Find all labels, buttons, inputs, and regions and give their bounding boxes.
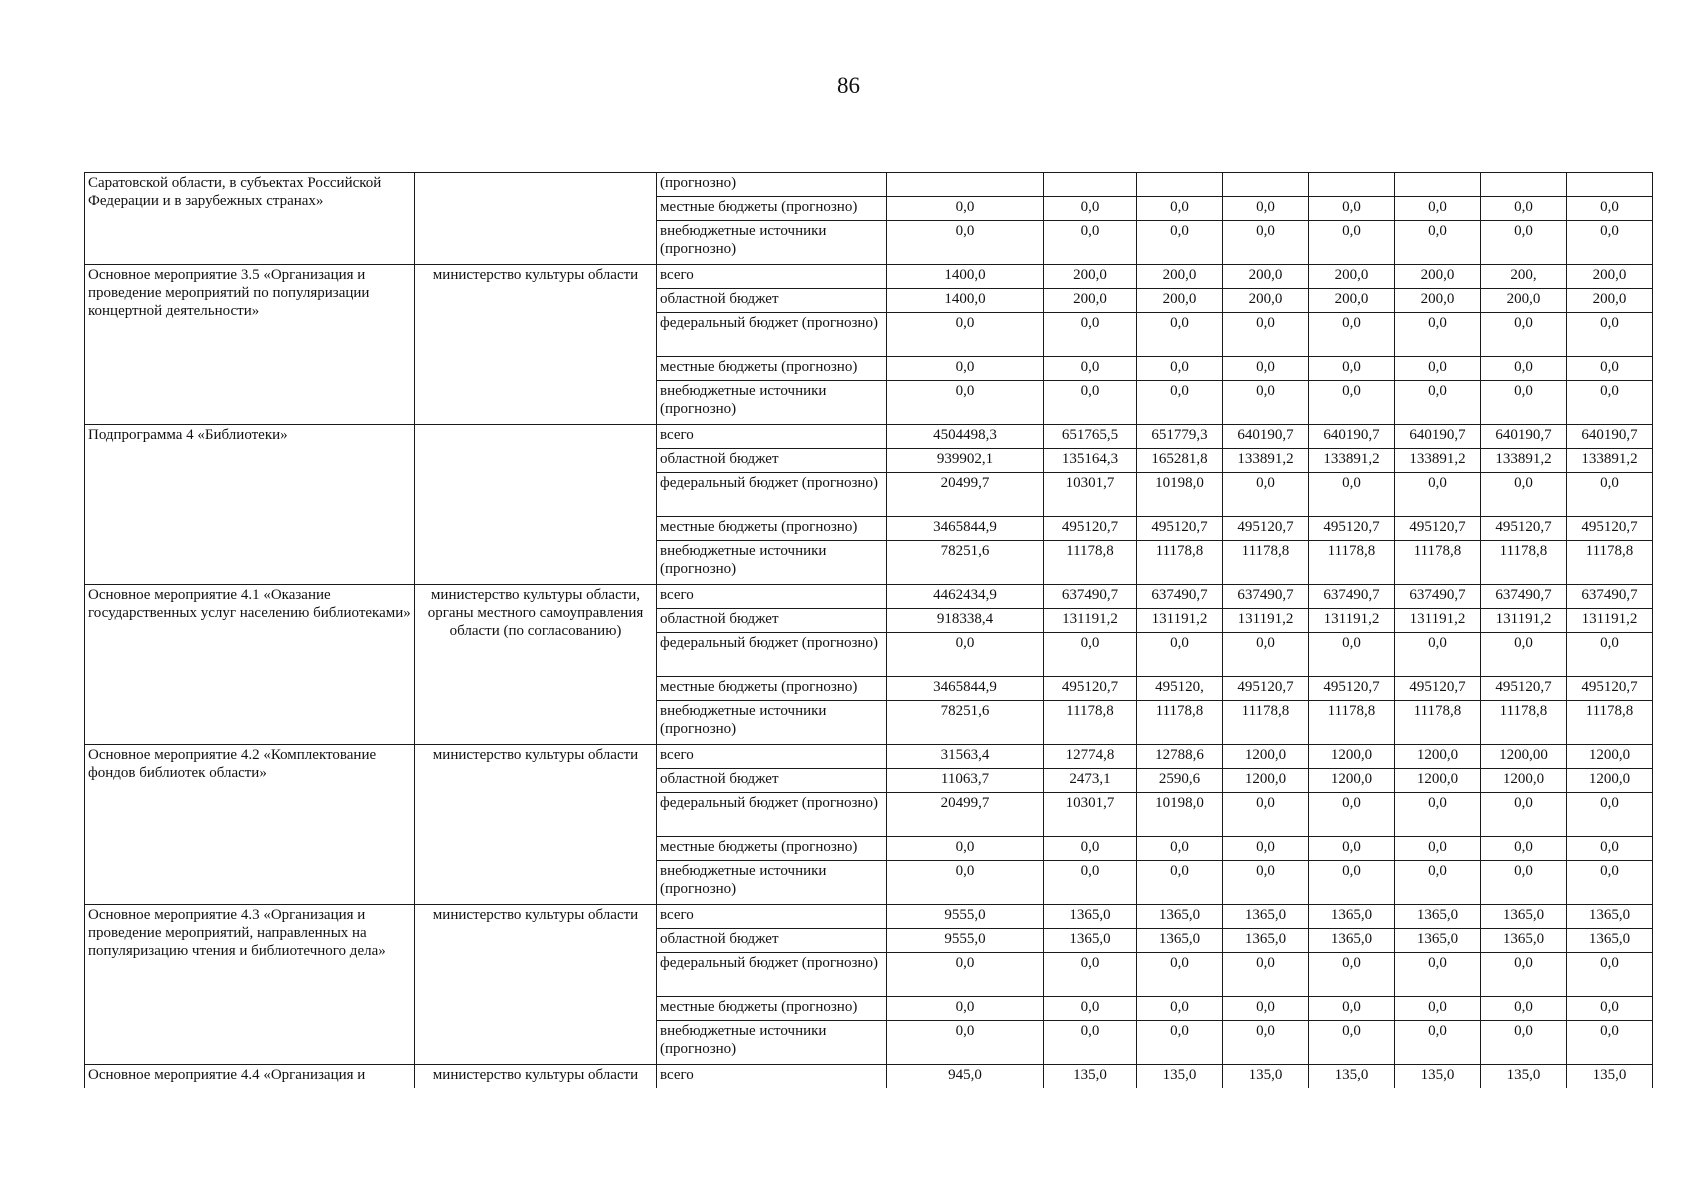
amount-cell: 0,0 [1567, 1021, 1653, 1065]
amount-cell [1223, 173, 1309, 197]
amount-cell: 200,0 [1137, 265, 1223, 289]
funding-source-cell: всего [657, 585, 887, 609]
amount-cell: 200, [1481, 265, 1567, 289]
amount-cell: 0,0 [887, 837, 1044, 861]
amount-cell: 10301,7 [1044, 793, 1137, 837]
amount-cell: 12788,6 [1137, 745, 1223, 769]
amount-cell: 651765,5 [1044, 425, 1137, 449]
amount-cell: 0,0 [1567, 837, 1653, 861]
amount-cell: 0,0 [1044, 313, 1137, 357]
amount-cell: 11178,8 [1309, 541, 1395, 585]
amount-cell: 1400,0 [887, 289, 1044, 313]
amount-cell: 1365,0 [1309, 929, 1395, 953]
amount-cell: 0,0 [1223, 197, 1309, 221]
amount-cell: 133891,2 [1567, 449, 1653, 473]
amount-cell: 637490,7 [1137, 585, 1223, 609]
amount-cell: 11178,8 [1395, 541, 1481, 585]
amount-cell: 0,0 [887, 1021, 1044, 1065]
amount-cell: 495120,7 [1044, 517, 1137, 541]
amount-cell: 0,0 [887, 221, 1044, 265]
amount-cell: 0,0 [1044, 633, 1137, 677]
amount-cell: 0,0 [1395, 357, 1481, 381]
amount-cell: 1200,00 [1481, 745, 1567, 769]
amount-cell: 10198,0 [1137, 473, 1223, 517]
amount-cell: 637490,7 [1481, 585, 1567, 609]
executor-cell: министерство культуры области [415, 265, 657, 425]
amount-cell: 0,0 [1395, 953, 1481, 997]
amount-cell: 0,0 [887, 997, 1044, 1021]
amount-cell: 135,0 [1309, 1065, 1395, 1089]
amount-cell: 20499,7 [887, 793, 1044, 837]
amount-cell [1309, 173, 1395, 197]
amount-cell: 9555,0 [887, 905, 1044, 929]
amount-cell: 0,0 [1395, 1021, 1481, 1065]
funding-source-cell: всего [657, 745, 887, 769]
amount-cell: 0,0 [887, 197, 1044, 221]
funding-source-cell: местные бюджеты (прогнозно) [657, 997, 887, 1021]
amount-cell: 1365,0 [1395, 929, 1481, 953]
amount-cell: 0,0 [1223, 357, 1309, 381]
amount-cell: 1200,0 [1481, 769, 1567, 793]
amount-cell: 651779,3 [1137, 425, 1223, 449]
amount-cell: 11063,7 [887, 769, 1044, 793]
amount-cell: 0,0 [887, 953, 1044, 997]
amount-cell: 0,0 [1395, 473, 1481, 517]
amount-cell: 0,0 [1137, 837, 1223, 861]
amount-cell: 11178,8 [1223, 701, 1309, 745]
funding-source-cell: внебюджетные источники (прогнозно) [657, 541, 887, 585]
amount-cell: 131191,2 [1223, 609, 1309, 633]
amount-cell: 945,0 [887, 1065, 1044, 1089]
table-row [85, 1065, 1653, 1089]
amount-cell: 200,0 [1567, 289, 1653, 313]
amount-cell: 495120,7 [1137, 517, 1223, 541]
amount-cell: 200,0 [1223, 265, 1309, 289]
amount-cell: 0,0 [1044, 1021, 1137, 1065]
amount-cell: 0,0 [1481, 197, 1567, 221]
amount-cell: 0,0 [1481, 837, 1567, 861]
amount-cell: 0,0 [1309, 997, 1395, 1021]
amount-cell: 637490,7 [1309, 585, 1395, 609]
amount-cell: 0,0 [1567, 953, 1653, 997]
amount-cell: 0,0 [1309, 473, 1395, 517]
amount-cell: 0,0 [1044, 381, 1137, 425]
table-row [85, 905, 1653, 929]
amount-cell: 0,0 [1223, 861, 1309, 905]
amount-cell: 1200,0 [1395, 745, 1481, 769]
amount-cell: 1365,0 [1309, 905, 1395, 929]
amount-cell: 0,0 [1481, 473, 1567, 517]
amount-cell: 0,0 [1223, 997, 1309, 1021]
amount-cell: 131191,2 [1309, 609, 1395, 633]
funding-source-cell: областной бюджет [657, 769, 887, 793]
funding-source-cell: всего [657, 265, 887, 289]
amount-cell: 0,0 [1309, 953, 1395, 997]
amount-cell: 11178,8 [1223, 541, 1309, 585]
amount-cell: 1365,0 [1044, 905, 1137, 929]
amount-cell: 1365,0 [1481, 905, 1567, 929]
amount-cell: 131191,2 [1395, 609, 1481, 633]
amount-cell: 200,0 [1044, 265, 1137, 289]
amount-cell: 939902,1 [887, 449, 1044, 473]
amount-cell: 637490,7 [1567, 585, 1653, 609]
amount-cell: 0,0 [1567, 861, 1653, 905]
amount-cell: 133891,2 [1223, 449, 1309, 473]
funding-source-cell: всего [657, 1065, 887, 1089]
amount-cell: 495120,7 [1481, 677, 1567, 701]
amount-cell: 0,0 [1044, 861, 1137, 905]
amount-cell: 200,0 [1395, 265, 1481, 289]
executor-cell: министерство культуры области [415, 1065, 657, 1089]
amount-cell: 11178,8 [1137, 541, 1223, 585]
amount-cell: 135,0 [1223, 1065, 1309, 1089]
amount-cell: 0,0 [1309, 1021, 1395, 1065]
amount-cell: 1365,0 [1044, 929, 1137, 953]
amount-cell [1481, 173, 1567, 197]
amount-cell: 495120,7 [1395, 677, 1481, 701]
funding-source-cell: областной бюджет [657, 449, 887, 473]
amount-cell: 0,0 [1481, 381, 1567, 425]
amount-cell: 0,0 [1481, 1021, 1567, 1065]
amount-cell: 637490,7 [1044, 585, 1137, 609]
amount-cell: 10198,0 [1137, 793, 1223, 837]
amount-cell: 0,0 [1567, 381, 1653, 425]
amount-cell: 0,0 [1044, 357, 1137, 381]
amount-cell: 1365,0 [1481, 929, 1567, 953]
amount-cell: 640190,7 [1309, 425, 1395, 449]
amount-cell: 78251,6 [887, 541, 1044, 585]
amount-cell: 0,0 [1309, 313, 1395, 357]
funding-source-cell: областной бюджет [657, 289, 887, 313]
amount-cell: 11178,8 [1567, 701, 1653, 745]
amount-cell: 0,0 [1395, 633, 1481, 677]
amount-cell: 1365,0 [1567, 929, 1653, 953]
amount-cell: 200,0 [1137, 289, 1223, 313]
funding-source-cell: внебюджетные источники (прогнозно) [657, 1021, 887, 1065]
budget-table [84, 172, 1653, 1088]
amount-cell: 495120, [1137, 677, 1223, 701]
amount-cell: 0,0 [887, 381, 1044, 425]
amount-cell: 11178,8 [1044, 701, 1137, 745]
amount-cell: 0,0 [1481, 221, 1567, 265]
funding-source-cell: федеральный бюджет (прогнозно) [657, 633, 887, 677]
amount-cell: 0,0 [1395, 313, 1481, 357]
amount-cell: 135,0 [1044, 1065, 1137, 1089]
amount-cell: 0,0 [1137, 313, 1223, 357]
amount-cell: 1200,0 [1309, 769, 1395, 793]
amount-cell: 200,0 [1223, 289, 1309, 313]
funding-source-cell: федеральный бюджет (прогнозно) [657, 793, 887, 837]
amount-cell: 0,0 [1395, 837, 1481, 861]
amount-cell: 0,0 [1223, 221, 1309, 265]
amount-cell: 11178,8 [1395, 701, 1481, 745]
amount-cell: 31563,4 [887, 745, 1044, 769]
amount-cell: 0,0 [1044, 197, 1137, 221]
amount-cell: 4462434,9 [887, 585, 1044, 609]
amount-cell: 0,0 [1044, 837, 1137, 861]
amount-cell: 1200,0 [1223, 745, 1309, 769]
amount-cell: 0,0 [1223, 381, 1309, 425]
amount-cell: 495120,7 [1044, 677, 1137, 701]
amount-cell: 0,0 [887, 861, 1044, 905]
amount-cell: 637490,7 [1223, 585, 1309, 609]
amount-cell: 495120,7 [1567, 677, 1653, 701]
funding-source-cell: федеральный бюджет (прогнозно) [657, 313, 887, 357]
amount-cell: 11178,8 [1137, 701, 1223, 745]
amount-cell: 0,0 [1567, 313, 1653, 357]
amount-cell: 78251,6 [887, 701, 1044, 745]
funding-source-cell: местные бюджеты (прогнозно) [657, 197, 887, 221]
amount-cell: 200,0 [1395, 289, 1481, 313]
funding-source-cell: всего [657, 905, 887, 929]
event-name-cell: Основное мероприятие 4.4 «Организация и [85, 1065, 415, 1089]
funding-source-cell: всего [657, 425, 887, 449]
amount-cell: 640190,7 [1567, 425, 1653, 449]
amount-cell: 0,0 [1137, 997, 1223, 1021]
amount-cell: 918338,4 [887, 609, 1044, 633]
amount-cell: 0,0 [887, 633, 1044, 677]
amount-cell: 0,0 [1044, 997, 1137, 1021]
amount-cell: 1365,0 [1395, 905, 1481, 929]
funding-source-cell: внебюджетные источники (прогнозно) [657, 221, 887, 265]
funding-source-cell: внебюджетные источники (прогнозно) [657, 381, 887, 425]
funding-source-cell: местные бюджеты (прогнозно) [657, 357, 887, 381]
funding-source-cell: федеральный бюджет (прогнозно) [657, 473, 887, 517]
amount-cell: 135,0 [1567, 1065, 1653, 1089]
amount-cell: 11178,8 [1567, 541, 1653, 585]
amount-cell: 133891,2 [1309, 449, 1395, 473]
amount-cell: 2590,6 [1137, 769, 1223, 793]
amount-cell: 2473,1 [1044, 769, 1137, 793]
funding-source-cell: местные бюджеты (прогнозно) [657, 677, 887, 701]
amount-cell: 0,0 [1137, 861, 1223, 905]
amount-cell: 0,0 [1223, 837, 1309, 861]
amount-cell: 0,0 [1223, 633, 1309, 677]
amount-cell: 133891,2 [1481, 449, 1567, 473]
amount-cell: 0,0 [1567, 357, 1653, 381]
amount-cell: 0,0 [1137, 633, 1223, 677]
amount-cell: 1200,0 [1309, 745, 1395, 769]
amount-cell: 0,0 [1567, 221, 1653, 265]
amount-cell: 0,0 [1567, 473, 1653, 517]
funding-source-cell: местные бюджеты (прогнозно) [657, 517, 887, 541]
event-name-cell: Основное мероприятие 4.3 «Организация и проведение мероприятий, направленных на популяризацию чтения и библиотечного дела» [85, 905, 415, 1065]
amount-cell: 495120,7 [1481, 517, 1567, 541]
amount-cell: 0,0 [1395, 221, 1481, 265]
amount-cell: 0,0 [1481, 793, 1567, 837]
amount-cell: 0,0 [1309, 793, 1395, 837]
amount-cell: 4504498,3 [887, 425, 1044, 449]
amount-cell: 0,0 [1137, 357, 1223, 381]
amount-cell [1567, 173, 1653, 197]
amount-cell: 0,0 [1395, 861, 1481, 905]
amount-cell: 0,0 [1567, 793, 1653, 837]
amount-cell: 0,0 [1223, 473, 1309, 517]
amount-cell: 3465844,9 [887, 677, 1044, 701]
amount-cell: 1200,0 [1395, 769, 1481, 793]
amount-cell [1137, 173, 1223, 197]
amount-cell: 0,0 [1309, 357, 1395, 381]
amount-cell: 0,0 [1395, 381, 1481, 425]
amount-cell: 131191,2 [1481, 609, 1567, 633]
amount-cell: 0,0 [1481, 997, 1567, 1021]
amount-cell: 135,0 [1395, 1065, 1481, 1089]
amount-cell: 640190,7 [1395, 425, 1481, 449]
event-name-cell: Основное мероприятие 4.2 «Комплектование фондов библиотек области» [85, 745, 415, 905]
amount-cell: 11178,8 [1309, 701, 1395, 745]
amount-cell: 200,0 [1481, 289, 1567, 313]
amount-cell: 0,0 [1137, 381, 1223, 425]
amount-cell: 0,0 [887, 357, 1044, 381]
amount-cell: 1365,0 [1137, 929, 1223, 953]
amount-cell: 495120,7 [1309, 677, 1395, 701]
amount-cell: 200,0 [1044, 289, 1137, 313]
amount-cell: 495120,7 [1395, 517, 1481, 541]
executor-cell [415, 425, 657, 585]
amount-cell [1395, 173, 1481, 197]
amount-cell: 0,0 [1567, 197, 1653, 221]
amount-cell: 0,0 [1309, 221, 1395, 265]
amount-cell: 0,0 [1395, 793, 1481, 837]
funding-source-cell: областной бюджет [657, 929, 887, 953]
amount-cell: 0,0 [1309, 861, 1395, 905]
amount-cell: 0,0 [1567, 633, 1653, 677]
amount-cell: 12774,8 [1044, 745, 1137, 769]
amount-cell: 0,0 [1044, 221, 1137, 265]
amount-cell: 1200,0 [1223, 769, 1309, 793]
executor-cell [415, 173, 657, 265]
amount-cell: 135,0 [1137, 1065, 1223, 1089]
amount-cell: 200,0 [1567, 265, 1653, 289]
funding-source-cell: внебюджетные источники (прогнозно) [657, 861, 887, 905]
amount-cell: 200,0 [1309, 265, 1395, 289]
amount-cell: 0,0 [1309, 197, 1395, 221]
funding-source-cell: федеральный бюджет (прогнозно) [657, 953, 887, 997]
amount-cell: 0,0 [1137, 221, 1223, 265]
amount-cell: 11178,8 [1481, 541, 1567, 585]
amount-cell: 0,0 [1137, 953, 1223, 997]
amount-cell: 131191,2 [1567, 609, 1653, 633]
table-row [85, 265, 1653, 289]
amount-cell: 0,0 [1481, 861, 1567, 905]
amount-cell: 1200,0 [1567, 769, 1653, 793]
event-name-cell: Саратовской области, в субъектах Российской Федерации и в зарубежных странах» [85, 173, 415, 265]
amount-cell: 0,0 [1223, 1021, 1309, 1065]
event-name-cell: Основное мероприятие 3.5 «Организация и проведение мероприятий по популяризации концертной деятельности» [85, 265, 415, 425]
amount-cell: 10301,7 [1044, 473, 1137, 517]
amount-cell: 0,0 [887, 313, 1044, 357]
amount-cell: 20499,7 [887, 473, 1044, 517]
amount-cell: 11178,8 [1481, 701, 1567, 745]
amount-cell: 495120,7 [1567, 517, 1653, 541]
amount-cell: 0,0 [1223, 793, 1309, 837]
event-name-cell: Подпрограмма 4 «Библиотеки» [85, 425, 415, 585]
table-row [85, 425, 1653, 449]
amount-cell: 11178,8 [1044, 541, 1137, 585]
amount-cell: 495120,7 [1223, 517, 1309, 541]
amount-cell: 0,0 [1223, 953, 1309, 997]
amount-cell: 131191,2 [1044, 609, 1137, 633]
table-row [85, 585, 1653, 609]
amount-cell [1044, 173, 1137, 197]
amount-cell: 0,0 [1137, 197, 1223, 221]
amount-cell: 495120,7 [1223, 677, 1309, 701]
page-number: 86 [837, 73, 860, 98]
funding-source-cell: внебюджетные источники (прогнозно) [657, 701, 887, 745]
amount-cell: 0,0 [1223, 313, 1309, 357]
amount-cell: 0,0 [1481, 953, 1567, 997]
table-row [85, 745, 1653, 769]
amount-cell: 3465844,9 [887, 517, 1044, 541]
amount-cell: 1400,0 [887, 265, 1044, 289]
amount-cell: 133891,2 [1395, 449, 1481, 473]
amount-cell: 0,0 [1395, 997, 1481, 1021]
amount-cell: 135,0 [1481, 1065, 1567, 1089]
amount-cell: 1365,0 [1137, 905, 1223, 929]
event-name-cell: Основное мероприятие 4.1 «Оказание государственных услуг населению библиотеками» [85, 585, 415, 745]
amount-cell: 0,0 [1395, 197, 1481, 221]
funding-source-cell: местные бюджеты (прогнозно) [657, 837, 887, 861]
table-row [85, 173, 1653, 197]
table-body [85, 173, 1653, 1089]
amount-cell: 0,0 [1481, 313, 1567, 357]
funding-source-cell: областной бюджет [657, 609, 887, 633]
amount-cell: 200,0 [1309, 289, 1395, 313]
executor-cell: министерство культуры области [415, 905, 657, 1065]
amount-cell: 0,0 [1481, 633, 1567, 677]
amount-cell: 1200,0 [1567, 745, 1653, 769]
amount-cell: 0,0 [1044, 953, 1137, 997]
executor-cell: министерство культуры области [415, 745, 657, 905]
amount-cell: 131191,2 [1137, 609, 1223, 633]
amount-cell: 0,0 [1481, 357, 1567, 381]
funding-source-cell: (прогнозно) [657, 173, 887, 197]
executor-cell: министерство культуры области, органы местного самоуправления области (по согласованию) [415, 585, 657, 745]
amount-cell: 135164,3 [1044, 449, 1137, 473]
amount-cell: 495120,7 [1309, 517, 1395, 541]
amount-cell: 640190,7 [1223, 425, 1309, 449]
amount-cell: 0,0 [1309, 633, 1395, 677]
amount-cell: 0,0 [1309, 837, 1395, 861]
amount-cell: 0,0 [1309, 381, 1395, 425]
amount-cell: 9555,0 [887, 929, 1044, 953]
amount-cell: 1365,0 [1567, 905, 1653, 929]
amount-cell: 0,0 [1137, 1021, 1223, 1065]
amount-cell: 1365,0 [1223, 929, 1309, 953]
amount-cell: 165281,8 [1137, 449, 1223, 473]
amount-cell: 640190,7 [1481, 425, 1567, 449]
amount-cell: 1365,0 [1223, 905, 1309, 929]
amount-cell [887, 173, 1044, 197]
amount-cell: 637490,7 [1395, 585, 1481, 609]
amount-cell: 0,0 [1567, 997, 1653, 1021]
